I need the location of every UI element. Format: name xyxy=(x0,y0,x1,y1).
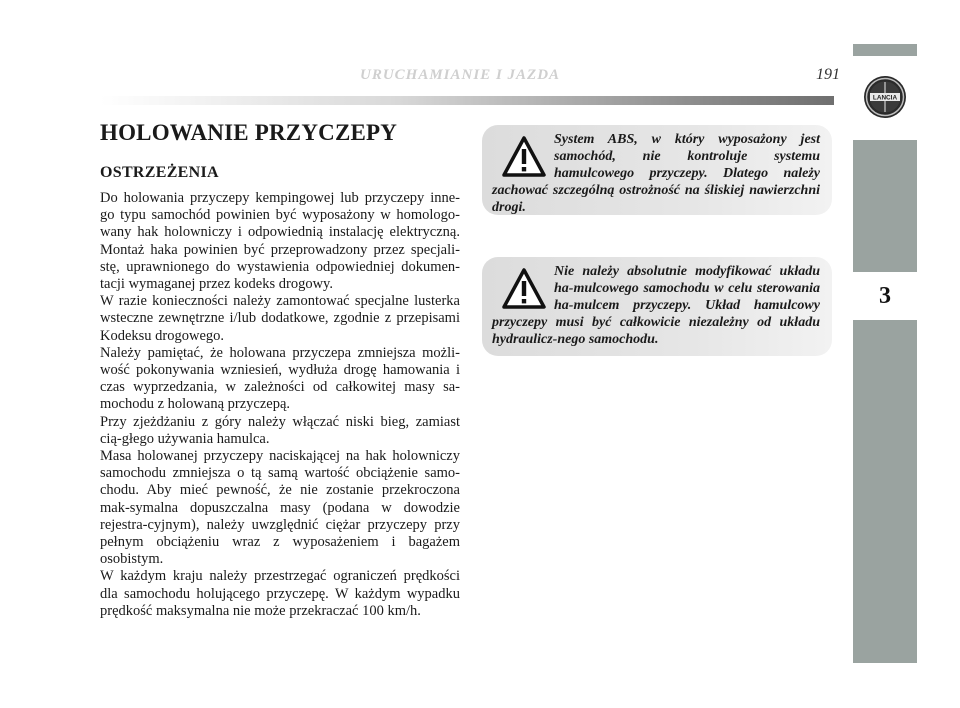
main-column xyxy=(100,118,460,620)
paragraph: Do holowania przyczepy kempingowej lub przyczepy inne-go typu samochód powinien być wyposażony w homologo-wany hak holowniczy i odpowiednią instalację elektryczną. Montaż haka powinien być przeprowadzony przez specjali-stę, uprawnionego do wystawienia odpowiedniej dokumen-tacji wymaganej przez kodeks drogowy. xyxy=(100,190,460,293)
warning-text: System ABS, w który wyposażony jest samochód, nie kontroluje systemu hamulcowego przyczepy. Dlatego należy zachować szczególną ostrożność na śliskiej nawierzchni drogi. xyxy=(492,132,820,215)
lancia-logo-icon xyxy=(862,71,908,123)
header-rule xyxy=(100,96,834,105)
paragraph: W razie konieczności należy zamontować specjalne lusterka wsteczne zewnętrzne i/lub dodatkowe, zgodnie z przepisami Kodeksu drogowego. xyxy=(100,293,460,344)
logo-text: LANCIA xyxy=(872,94,898,102)
chapter-tab xyxy=(853,272,917,320)
warning-text: Nie należy absolutnie modyfikować układu ha-mulcowego samochodu w celu sterowania ha-mulcem przyczepy. Układ hamulcowy przyczepy musi być całkowicie niezależny od układu hydraulicz-nego samochodu. xyxy=(492,264,820,347)
paragraph: W każdym kraju należy przestrzegać ograniczeń prędkości dla samochodu holującego przyczepę. W każdym wypadku prędkość maksymalna nie może przekraczać 100 km/h. xyxy=(100,568,460,619)
warning-box-abs xyxy=(482,125,832,215)
page-number: 191 xyxy=(816,66,840,83)
warning-triangle-icon xyxy=(502,267,546,311)
paragraph: Przy zjeżdżaniu z góry należy włączać niski bieg, zamiast cią-głego używania hamulca. xyxy=(100,413,460,447)
body-text xyxy=(100,190,460,620)
paragraph: Masa holowanej przyczepy naciskającej na hak holowniczy samochodu zmniejsza o tą samą wartość obciążenie samo-chodu. Aby mieć pewność, że nie zostanie przekroczona mak-symalna dopuszczalna masy (podana w dowodzie rejestra-cyjnym), należy uwzględnić ciężar przyczepy przy pełnym obciążeniu wraz z wyposażeniem i bagażem osobistym. xyxy=(100,448,460,568)
chapter-number: 3 xyxy=(879,282,891,309)
chapter-sidebar xyxy=(853,44,917,663)
paragraph: Należy pamiętać, że holowana przyczepa zmniejsza możli-wość pokonywania wzniesień, wydłuża drogę hamowania i czas wyprzedzania, w zależności od całkowitej masy sa-mochodu z holowaną przyczepą. xyxy=(100,344,460,413)
sidebar-logo-tab xyxy=(853,56,917,140)
header-section-title: URUCHAMIANIE I JAZDA xyxy=(360,67,561,83)
warning-triangle-icon xyxy=(502,135,546,179)
section-subtitle: OSTRZEŻENIA xyxy=(100,164,219,181)
warning-box-brakes xyxy=(482,257,832,356)
page-title: HOLOWANIE PRZYCZEPY xyxy=(100,120,398,145)
